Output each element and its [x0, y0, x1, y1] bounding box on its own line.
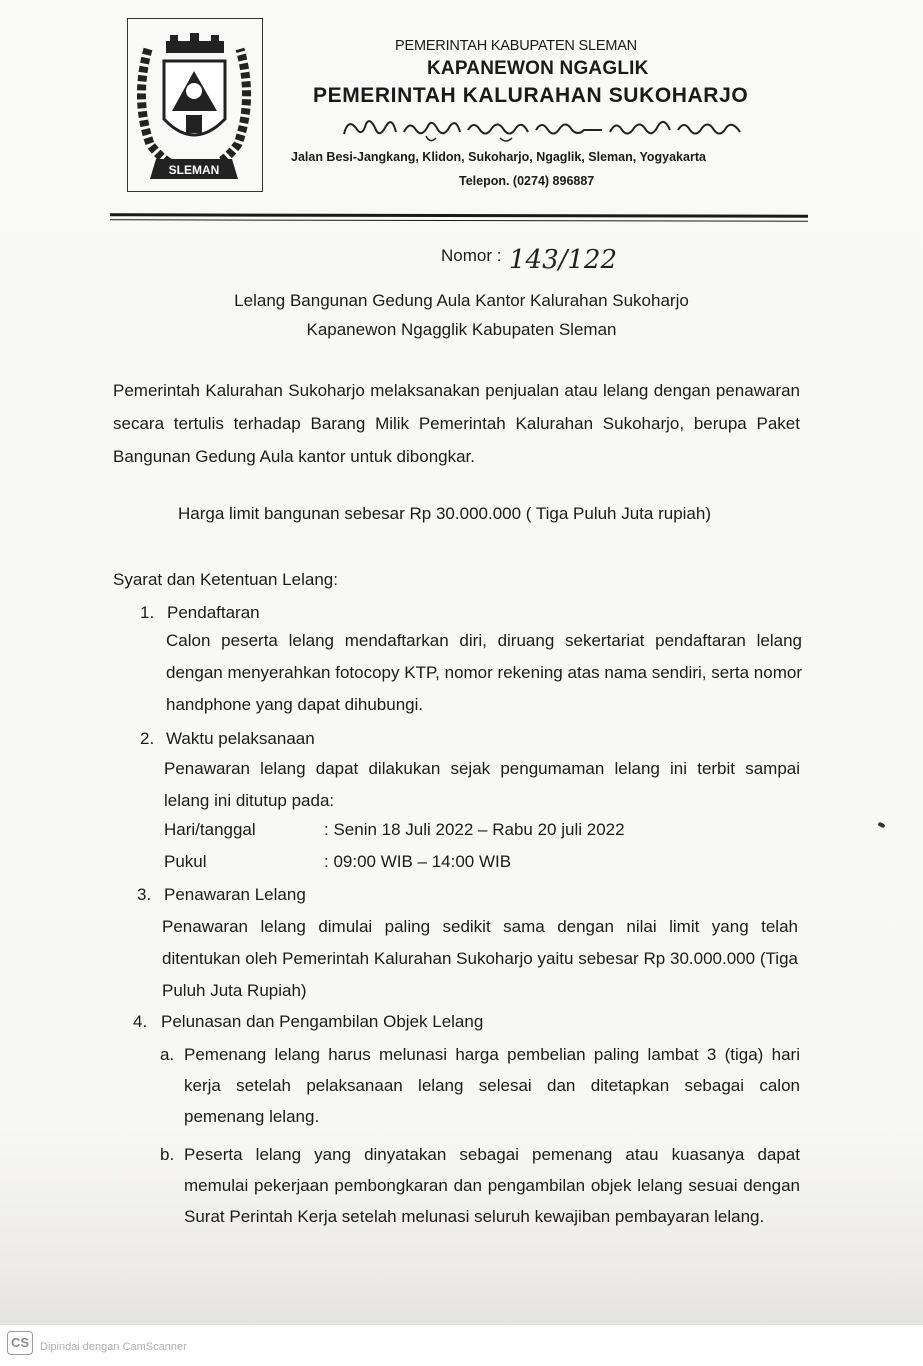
schedule-date-value: : Senin 18 Juli 2022 – Rabu 20 juli 2022: [324, 820, 625, 839]
term-body-penawaran: Penawaran lelang dimulai paling sedikit sama dengan nilai limit yang telah ditentukan oleh Pemerintah Kalurahan Sukoharjo yaitu sebesar Rp 30.000.000 (Tiga Puluh Juta Rupiah): [162, 917, 798, 1000]
term-title-pendaftaran: Pendaftaran: [167, 603, 260, 622]
subterm-letter: b.: [160, 1145, 175, 1164]
document-title-line2: Kapanewon Ngagglik Kabupaten Sleman: [306, 320, 617, 339]
term-number: 1.: [140, 603, 155, 622]
handwritten-number: [503, 236, 638, 278]
subterm-letter: a.: [160, 1045, 175, 1064]
javanese-script: [340, 112, 770, 146]
term-number: 3.: [137, 885, 152, 904]
letterhead-regency: PEMERINTAH KABUPATEN SLEMAN: [395, 38, 637, 54]
letterhead-phone: Telepon. (0274) 896887: [459, 174, 595, 188]
logo-ribbon-text: SLEMAN: [168, 163, 220, 177]
term-title-waktu: Waktu pelaksanaan: [166, 729, 315, 748]
sleman-logo: [127, 18, 263, 192]
term-body-pendaftaran: Calon peserta lelang mendaftarkan diri, diruang sekertariat pendaftaran lelang dengan menyerahkan fotocopy KTP, nomor rekening atas nama sendiri, serta nomor handphone yang dapat dihubungi.: [166, 631, 802, 714]
term-number: 2.: [140, 729, 155, 748]
subterm-body-b: Peserta lelang yang dinyatakan sebagai pemenang atau kuasanya dapat memulai pekerjaan pembongkaran dan pengambilan objek lelang sesuai dengan Surat Perintah Kerja setelah melunasi seluruh kewajiban pembayaran lelang.: [184, 1145, 800, 1226]
term-body-waktu: Penawaran lelang dapat dilakukan sejak pengumaman lelang ini terbit sampai lelang ini ditutup pada:: [164, 759, 800, 810]
price-limit: Harga limit bangunan sebesar Rp 30.000.000 ( Tiga Puluh Juta rupiah): [178, 504, 712, 523]
number-label: Nomor :: [441, 246, 502, 265]
scan-speck: [877, 822, 885, 829]
document-title-line1: Lelang Bangunan Gedung Aula Kantor Kalurahan Sukoharjo: [234, 291, 689, 310]
letterhead-divider-thick: [110, 213, 808, 217]
camscanner-watermark: Dipindai dengan CamScanner: [40, 1341, 187, 1353]
intro-paragraph: Pemerintah Kalurahan Sukoharjo melaksanakan penjualan atau lelang dengan penawaran secara tertulis terhadap Barang Milik Pemerintah Kalurahan Sukoharjo, berupa Paket Bangunan Gedung Aula kantor untuk dibongkar.: [113, 381, 800, 466]
schedule-date-label: Hari/tanggal: [164, 820, 256, 839]
term-title-penawaran: Penawaran Lelang: [164, 885, 306, 904]
letterhead-kapanewon: KAPANEWON NGAGLIK: [427, 58, 649, 79]
schedule-time-label: Pukul: [164, 852, 207, 871]
terms-heading: Syarat dan Ketentuan Lelang:: [113, 570, 338, 589]
letterhead-address: Jalan Besi-Jangkang, Klidon, Sukoharjo, Ngaglik, Sleman, Yogyakarta: [291, 150, 706, 164]
term-title-pelunasan: Pelunasan dan Pengambilan Objek Lelang: [161, 1012, 484, 1031]
subterm-body-a: Pemenang lelang harus melunasi harga pembelian paling lambat 3 (tiga) hari kerja setelah pelaksanaan lelang selesai dan ditetapkan sebagai calon pemenang lelang.: [184, 1045, 800, 1126]
svg-text:143/122: 143/122: [509, 245, 618, 275]
term-number: 4.: [133, 1012, 148, 1031]
letterhead-divider-thin: [110, 219, 808, 221]
camscanner-icon: CS: [7, 1331, 33, 1355]
letterhead-kalurahan: PEMERINTAH KALURAHAN SUKOHARJO: [313, 84, 749, 107]
schedule-time-value: : 09:00 WIB – 14:00 WIB: [324, 852, 512, 871]
